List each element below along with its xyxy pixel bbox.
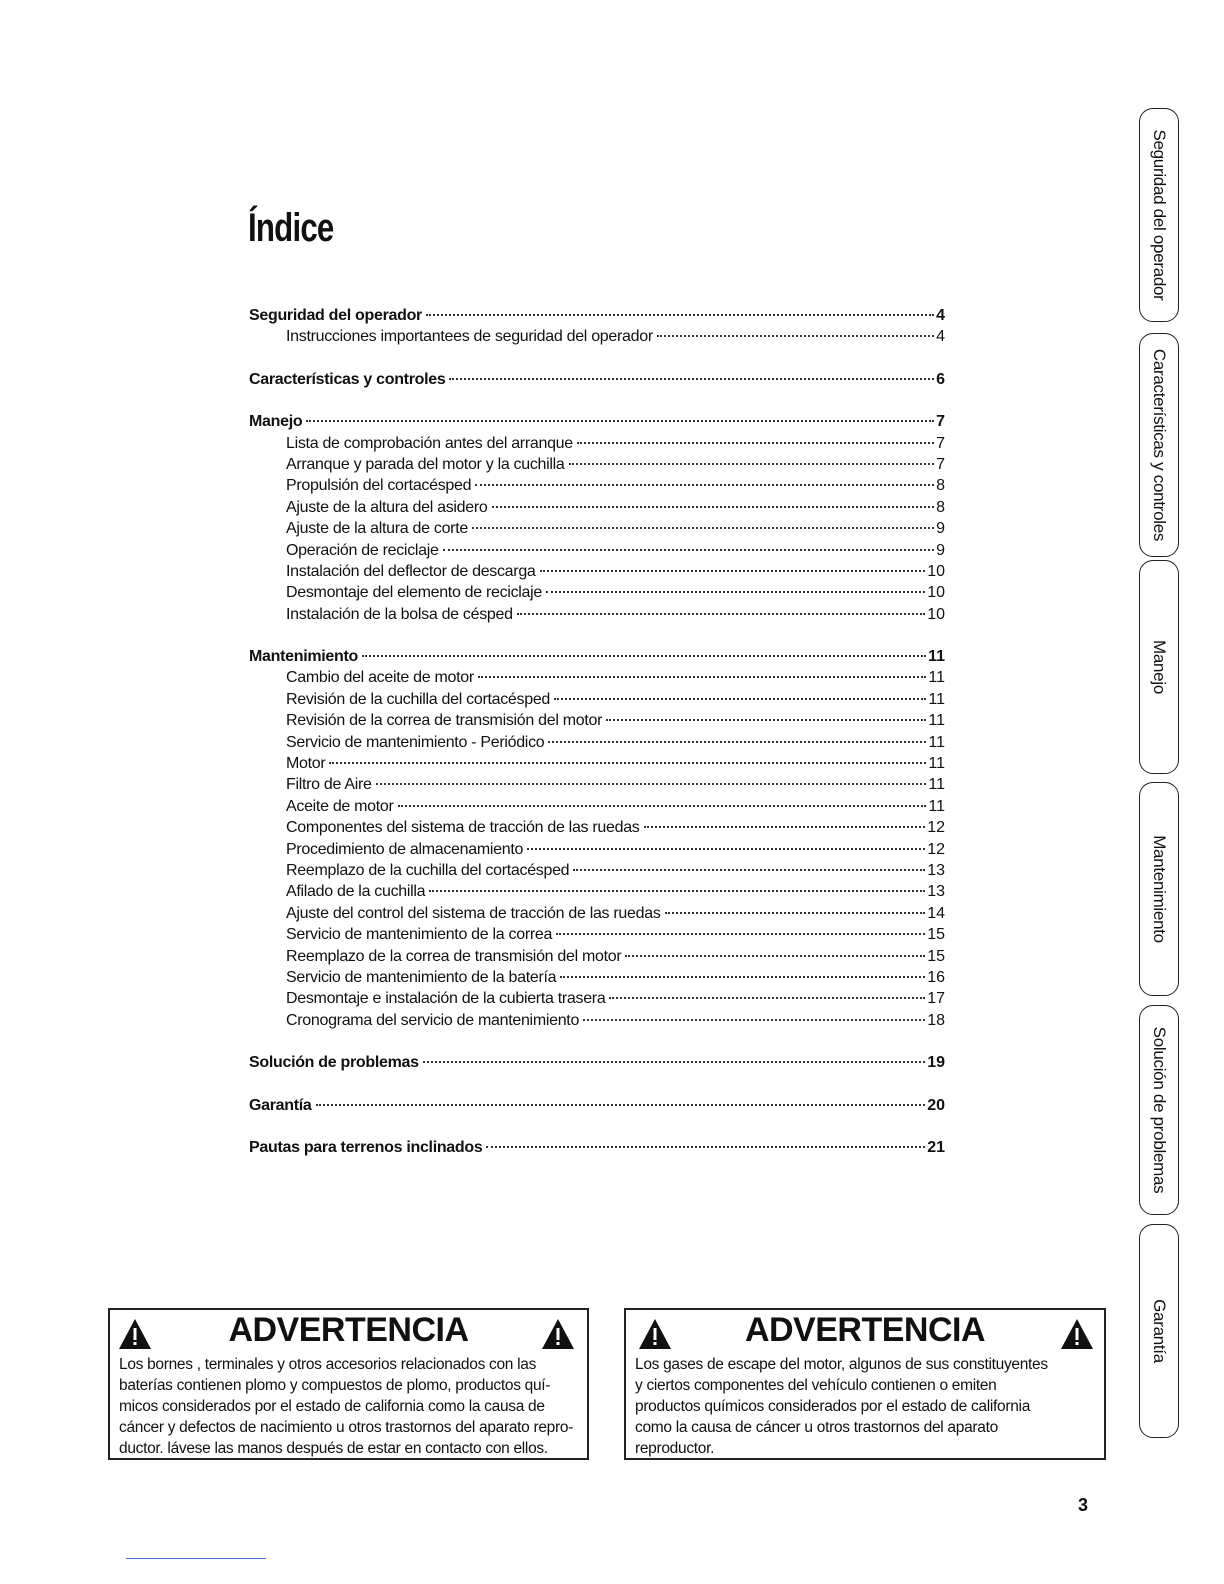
warning-line: ductor. lávese las manos después de estar en contacto con ellos. xyxy=(119,1440,548,1457)
toc-entry-label: Revisión de la cuchilla del cortacésped xyxy=(286,690,551,708)
toc-subentry[interactable] xyxy=(249,561,945,582)
toc-section-entry[interactable] xyxy=(249,1137,945,1158)
warning-text xyxy=(119,1354,583,1459)
toc-entry-page: 15 xyxy=(927,947,945,965)
toc-entry-page: 11 xyxy=(928,733,945,751)
toc-entry-page: 10 xyxy=(927,605,945,623)
toc-entry-page: 12 xyxy=(927,819,945,837)
toc-entry-label: Propulsión del cortacésped xyxy=(286,477,472,495)
toc-entry-page: 10 xyxy=(927,584,945,602)
dot-leader xyxy=(449,378,934,380)
toc-entry-page: 7 xyxy=(936,455,945,473)
dot-leader xyxy=(540,570,926,572)
dot-leader xyxy=(625,955,925,957)
toc-entry-label: Motor xyxy=(286,755,326,773)
toc-entry-label: Instalación de la bolsa de césped xyxy=(286,605,513,623)
toc-entry-label: Ajuste de la altura del asidero xyxy=(286,498,488,516)
toc-entry-page: 18 xyxy=(927,1011,945,1029)
toc-entry-page: 14 xyxy=(927,904,945,922)
warning-title: ADVERTENCIA xyxy=(744,1311,986,1349)
dot-leader xyxy=(398,805,927,807)
warning-triangle-icon xyxy=(541,1318,575,1350)
warning-line: como la causa de cáncer u otros trastornos del aparato xyxy=(635,1419,998,1436)
toc-section xyxy=(249,1095,945,1116)
toc-entry-label: Cambio del aceite de motor xyxy=(286,669,474,687)
toc-entry-label: Solución de problemas xyxy=(249,1054,419,1072)
toc-subentry[interactable] xyxy=(249,540,945,561)
toc-subentry[interactable] xyxy=(249,753,945,774)
section-tab-label: Solución de problemas xyxy=(1150,1026,1169,1194)
footer-rule xyxy=(126,1558,266,1559)
dot-leader xyxy=(426,314,934,316)
toc-entry-label: Arranque y parada del motor y la cuchilla xyxy=(286,455,565,473)
dot-leader xyxy=(644,826,926,828)
dot-leader xyxy=(429,890,925,892)
toc-subentry[interactable] xyxy=(249,454,945,475)
table-of-contents xyxy=(249,305,945,1179)
warning-line: baterías contienen plomo y compuestos de plomo, productos quí- xyxy=(119,1377,551,1394)
toc-entry-page: 4 xyxy=(936,307,945,324)
dot-leader xyxy=(329,762,926,764)
section-tab[interactable] xyxy=(1139,108,1179,322)
toc-subentry[interactable] xyxy=(249,710,945,731)
toc-entry-label: Ajuste de la altura de corte xyxy=(286,520,468,538)
toc-entry-label: Reemplazo de la cuchilla del cortacésped xyxy=(286,861,570,879)
dot-leader xyxy=(665,912,926,914)
warning-line: cáncer y defectos de nacimiento u otros trastornos del aparato repro- xyxy=(119,1419,574,1436)
toc-entry-page: 11 xyxy=(928,776,945,794)
dot-leader xyxy=(376,783,927,785)
section-tab[interactable] xyxy=(1139,333,1179,557)
toc-section-entry[interactable] xyxy=(249,411,945,432)
toc-entry-label: Lista de comprobación antes del arranque xyxy=(286,434,573,452)
toc-section-entry[interactable] xyxy=(249,1095,945,1116)
toc-entry-page: 6 xyxy=(936,370,945,388)
toc-entry-page: 13 xyxy=(927,883,945,901)
toc-section xyxy=(249,1137,945,1158)
warning-line: reproductor. xyxy=(635,1440,715,1457)
toc-subentry[interactable] xyxy=(249,433,945,454)
toc-entry-page: 7 xyxy=(936,413,945,431)
toc-entry-label: Garantía xyxy=(249,1096,312,1114)
toc-entry-label: Aceite de motor xyxy=(286,797,394,815)
toc-entry-label: Servicio de mantenimiento - Periódico xyxy=(286,733,545,751)
toc-entry-label: Filtro de Aire xyxy=(286,776,372,794)
toc-entry-label: Manejo xyxy=(249,413,303,431)
toc-entry-page: 11 xyxy=(928,669,945,687)
toc-entry-label: Componentes del sistema de tracción de las ruedas xyxy=(286,819,640,837)
toc-entry-label: Características y controles xyxy=(249,370,446,388)
dot-leader xyxy=(577,442,934,444)
dot-leader xyxy=(423,1061,925,1063)
toc-subentry[interactable] xyxy=(249,582,945,603)
toc-entry-label: Procedimiento de almacenamiento xyxy=(286,840,524,858)
toc-entry-label: Mantenimiento xyxy=(249,648,358,666)
toc-subentry[interactable] xyxy=(249,924,945,945)
toc-entry-label: Afilado de la cuchilla xyxy=(286,883,426,901)
toc-entry-page: 11 xyxy=(928,690,945,708)
dot-leader xyxy=(316,1104,926,1106)
warning-line: productos químicos considerados por el estado de california xyxy=(635,1398,1031,1415)
dot-leader xyxy=(492,506,935,508)
toc-entry-label: Seguridad del operador xyxy=(249,307,422,324)
toc-subentry[interactable] xyxy=(249,497,945,518)
section-tab-label: Garantía xyxy=(1150,1299,1169,1363)
toc-entry-page: 13 xyxy=(927,861,945,879)
toc-entry-label: Reemplazo de la correa de transmisión del motor xyxy=(286,947,622,965)
toc-entry-page: 10 xyxy=(927,562,945,580)
toc-section-entry[interactable] xyxy=(249,646,945,667)
toc-section xyxy=(249,411,945,625)
dot-leader xyxy=(517,613,925,615)
toc-entry-label: Operación de reciclaje xyxy=(286,541,439,559)
toc-entry-label: Servicio de mantenimiento de la batería xyxy=(286,968,557,986)
dot-leader xyxy=(556,933,925,935)
toc-subentry[interactable] xyxy=(249,732,945,753)
dot-leader xyxy=(560,976,925,978)
section-tab-label: Mantenimiento xyxy=(1150,835,1169,943)
page-title: Índice xyxy=(248,206,334,250)
section-tab-label: Manejo xyxy=(1150,640,1169,694)
toc-subentry[interactable] xyxy=(249,475,945,496)
toc-subentry[interactable] xyxy=(249,796,945,817)
warning-line: Los bornes , terminales y otros accesorios relacionados con las xyxy=(119,1356,537,1373)
toc-entry-label: Servicio de mantenimiento de la correa xyxy=(286,926,553,944)
dot-leader xyxy=(554,698,926,700)
dot-leader xyxy=(583,1019,925,1021)
warning-title: ADVERTENCIA xyxy=(228,1311,469,1349)
toc-subentry[interactable] xyxy=(249,667,945,688)
toc-entry-label: Revisión de la correa de transmisión del motor xyxy=(286,712,603,730)
dot-leader xyxy=(443,549,934,551)
toc-section-entry[interactable] xyxy=(249,305,945,326)
dot-leader xyxy=(573,869,925,871)
dot-leader xyxy=(362,655,926,657)
section-tab[interactable] xyxy=(1139,1224,1179,1438)
toc-entry-page: 8 xyxy=(936,477,945,495)
section-tab-label: Seguridad del operador xyxy=(1150,129,1169,301)
toc-subentry[interactable] xyxy=(249,604,945,625)
section-tab[interactable] xyxy=(1139,782,1179,996)
dot-leader xyxy=(306,420,934,422)
toc-entry-label: Desmontaje e instalación de la cubierta trasera xyxy=(286,990,606,1008)
toc-entry-page: 7 xyxy=(936,434,945,452)
toc-entry-page: 11 xyxy=(928,712,945,730)
toc-entry-page: 11 xyxy=(928,797,945,815)
dot-leader xyxy=(527,848,925,850)
warning-line: micos considerados por el estado de california como la causa de xyxy=(119,1398,545,1415)
toc-entry-page: 20 xyxy=(927,1096,945,1114)
toc-entry-page: 8 xyxy=(936,498,945,516)
toc-subentry[interactable] xyxy=(249,1010,945,1031)
toc-entry-page: 11 xyxy=(928,648,945,666)
toc-entry-page: 12 xyxy=(927,840,945,858)
toc-entry-page: 4 xyxy=(936,328,945,346)
warning-box-battery xyxy=(108,1308,589,1460)
dot-leader xyxy=(657,335,934,337)
warning-line: y ciertos componentes del vehículo contienen o emiten xyxy=(635,1377,997,1394)
toc-entry-page: 16 xyxy=(927,968,945,986)
toc-subentry[interactable] xyxy=(249,518,945,539)
toc-subentry[interactable] xyxy=(249,839,945,860)
toc-entry-page: 19 xyxy=(927,1054,945,1072)
warning-triangle-icon xyxy=(1060,1318,1094,1350)
dot-leader xyxy=(548,741,926,743)
dot-leader xyxy=(546,591,925,593)
warning-line: Los gases de escape del motor, algunos de sus constituyentes xyxy=(635,1356,1048,1373)
dot-leader xyxy=(472,527,934,529)
section-tab[interactable] xyxy=(1139,560,1179,774)
toc-entry-page: 21 xyxy=(927,1138,945,1156)
toc-section xyxy=(249,369,945,390)
toc-subentry[interactable] xyxy=(249,326,945,347)
toc-entry-page: 9 xyxy=(936,520,945,538)
toc-entry-label: Desmontaje del elemento de reciclaje xyxy=(286,584,543,602)
toc-subentry[interactable] xyxy=(249,881,945,902)
dot-leader xyxy=(609,997,925,999)
toc-section-entry[interactable] xyxy=(249,1052,945,1073)
toc-subentry[interactable] xyxy=(249,774,945,795)
toc-subentry[interactable] xyxy=(249,903,945,924)
toc-entry-label: Pautas para terrenos inclinados xyxy=(249,1138,483,1156)
page-number: 3 xyxy=(1078,1495,1089,1515)
toc-entry-label: Instalación del deflector de descarga xyxy=(286,562,536,580)
warning-box-exhaust xyxy=(624,1308,1106,1460)
toc-subentry[interactable] xyxy=(249,967,945,988)
toc-entry-page: 9 xyxy=(936,541,945,559)
dot-leader xyxy=(478,676,927,678)
toc-entry-label: Ajuste del control del sistema de tracción de las ruedas xyxy=(286,904,661,922)
section-tab-label: Características y controles xyxy=(1150,348,1169,542)
toc-entry-page: 11 xyxy=(928,755,945,773)
warning-text xyxy=(635,1354,1100,1459)
toc-section xyxy=(249,305,945,348)
toc-entry-page: 15 xyxy=(927,926,945,944)
section-tab[interactable] xyxy=(1139,1005,1179,1215)
dot-leader xyxy=(475,484,934,486)
dot-leader xyxy=(486,1146,925,1148)
toc-section-entry[interactable] xyxy=(249,369,945,390)
dot-leader xyxy=(606,719,926,721)
toc-entry-label: Instrucciones importantees de seguridad del operador xyxy=(286,328,653,346)
toc-subentry[interactable] xyxy=(249,817,945,838)
toc-subentry[interactable] xyxy=(249,946,945,967)
toc-section xyxy=(249,1052,945,1073)
toc-entry-page: 17 xyxy=(927,990,945,1008)
toc-subentry[interactable] xyxy=(249,689,945,710)
toc-section xyxy=(249,646,945,1031)
toc-subentry[interactable] xyxy=(249,860,945,881)
dot-leader xyxy=(569,463,935,465)
toc-subentry[interactable] xyxy=(249,988,945,1009)
toc-entry-label: Cronograma del servicio de mantenimiento xyxy=(286,1011,580,1029)
